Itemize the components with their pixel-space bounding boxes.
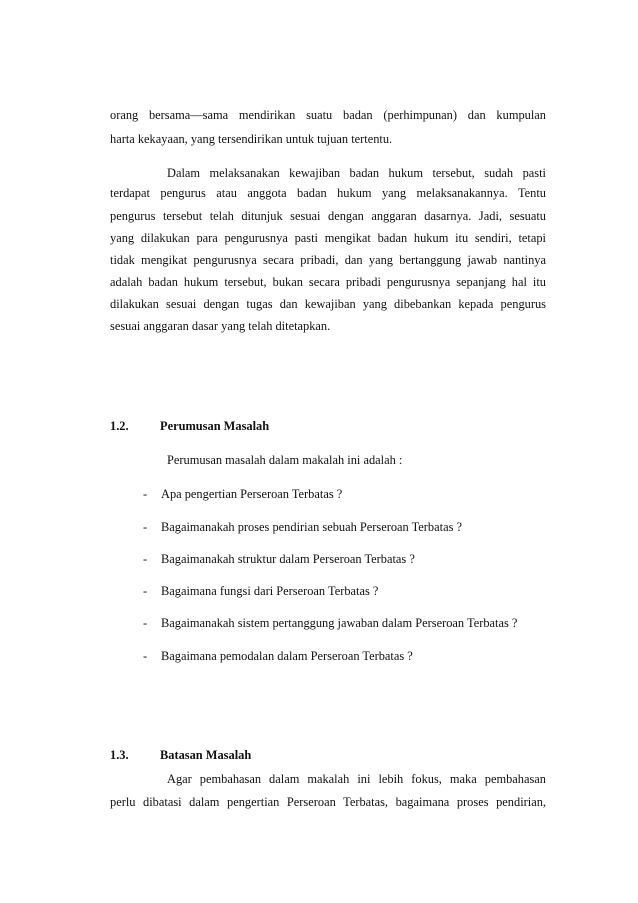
section-number: 1.2. [110,419,129,433]
list-item-text: Apa pengertian Perseroan Terbatas ? [161,487,343,501]
para2-line-2: terdapat pengurus atau anggota badan hukum yang melaksanakannya. Tentu [110,186,546,200]
para2-line-3: pengurus tersebut telah ditunjuk sesuai dengan anggaran dasarnya. Jadi, sesuatu [110,209,546,223]
list-item-text: Bagaimana pemodalan dalam Perseroan Terbatas ? [161,649,413,663]
list-item-text: Bagaimanakah sistem pertanggung jawaban dalam Perseroan Terbatas ? [161,616,518,630]
bullet-dash: - [143,520,148,534]
section-number: 1.3. [110,748,129,762]
bullet-dash: - [143,616,148,630]
para2-line-6: adalah badan hukum tersebut, bukan secara pribadi pengurusnya sepanjang hal itu [110,275,546,289]
bullet-dash: - [143,552,148,566]
section-1-3-line-1: Agar pembahasan dalam makalah ini lebih fokus, maka pembahasan [167,772,546,786]
para2-line-7: dilakukan sesuai dengan tugas dan kewajiban yang dibebankan kepada pengurus [110,297,546,311]
para2-line-8: sesuai anggaran dasar yang telah ditetapkan. [110,319,331,333]
para2-line-5: tidak mengikat pengurusnya secara pribadi, dan yang bertanggung jawab nantinya [110,253,546,267]
section-1-3-line-2: perlu dibatasi dalam pengertian Perseroan Terbatas, bagaimana proses pendirian, [110,795,546,809]
section-title: Perumusan Masalah [160,419,270,433]
section-1-2-heading [110,418,269,434]
section-title: Batasan Masalah [160,748,252,762]
list-item-text: Bagaimanakah proses pendirian sebuah Perseroan Terbatas ? [161,520,462,534]
section-1-2-intro: Perumusan masalah dalam makalah ini adalah : [167,453,403,467]
list-item-text: Bagaimana fungsi dari Perseroan Terbatas ? [161,584,379,598]
list-item-text: Bagaimanakah struktur dalam Perseroan Terbatas ? [161,552,415,566]
para1-line-2: harta kekayaan, yang tersendirikan untuk tujuan tertentu. [110,132,393,146]
para2-line-4: yang dilakukan para pengurusnya pasti mengikat badan hukum itu sendiri, tetapi [110,231,546,245]
bullet-dash: - [143,487,148,501]
para2-line-1: Dalam melaksanakan kewajiban badan hukum tersebut, sudah pasti [167,166,546,180]
para1-line-1: orang bersama—sama mendirikan suatu badan (perhimpunan) dan kumpulan [110,108,546,122]
bullet-dash: - [143,649,148,663]
bullet-dash: - [143,584,148,598]
section-1-3-heading [110,747,251,763]
